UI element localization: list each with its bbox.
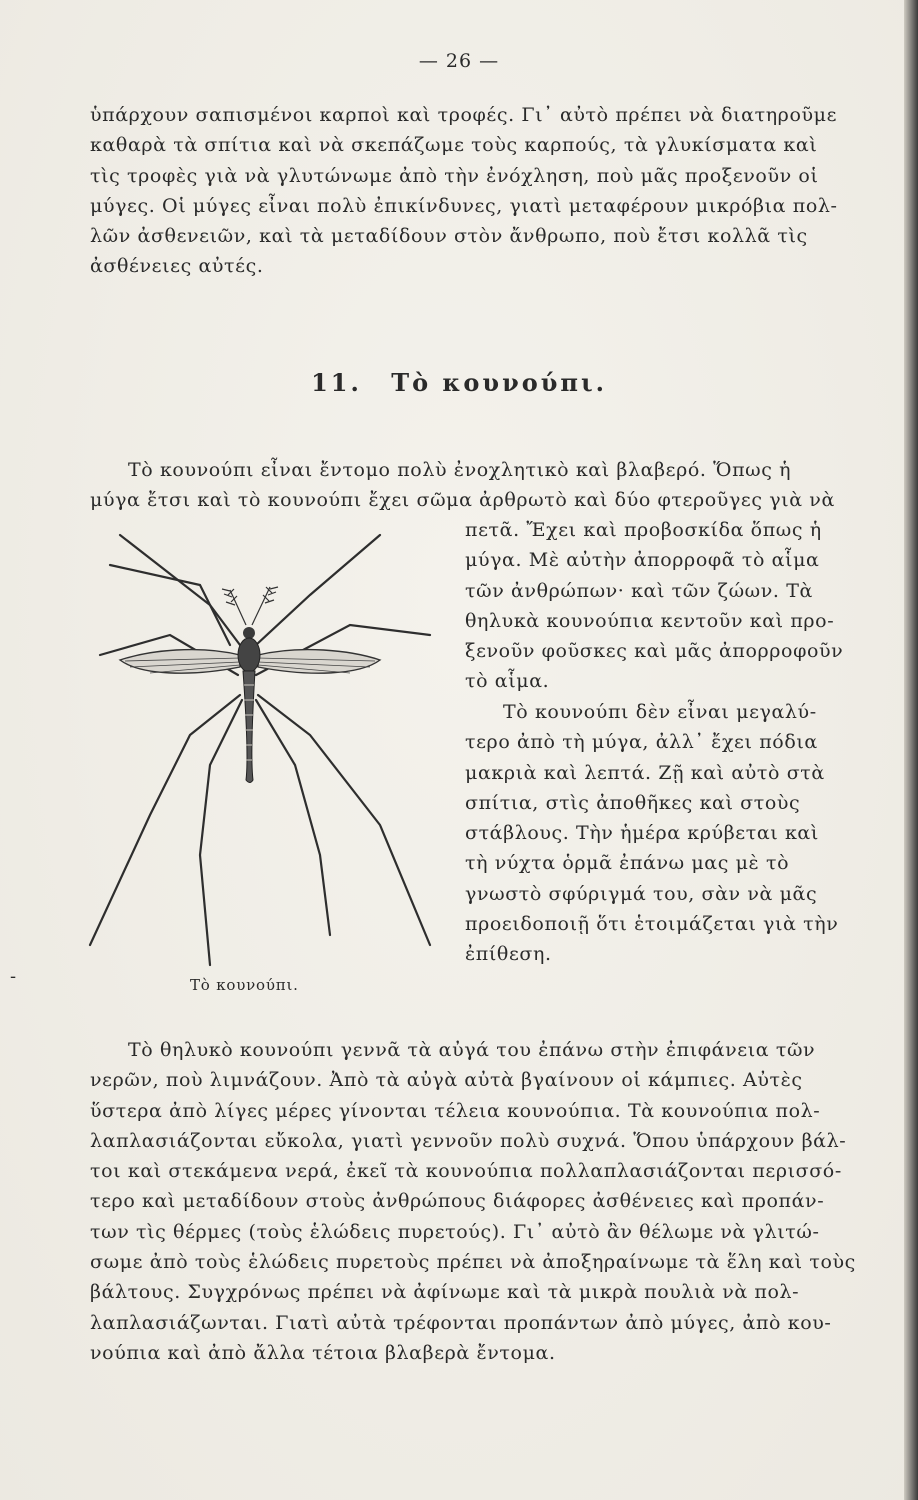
text-line: πετᾶ. Ἔχει καὶ προβοσκίδα ὅπως ἡ xyxy=(465,519,822,541)
text-line: λῶν ἀσθενειῶν, καὶ τὰ μεταδίδουν στὸν ἄνθρωπο, ποὺ ἔτσι κολλᾶ τὶς xyxy=(90,225,808,248)
text-line: Τὸ κουνούπι εἶναι ἔντομο πολὺ ἐνοχλητικὸ καὶ βλαβερό. Ὅπως ἡ xyxy=(128,459,792,481)
text-line: θηλυκὰ κουνούπια κεντοῦν καὶ προ- xyxy=(465,609,835,632)
text-line: σπίτια, στὶς ἀποθῆκες καὶ στοὺς xyxy=(465,791,801,814)
text-line: καθαρὰ τὰ σπίτια καὶ νὰ σκεπάζωμε τοὺς καρπούς, τὰ γλυκίσματα καὶ xyxy=(90,134,818,157)
margin-mark: - xyxy=(10,966,17,987)
text-line: βάλτους. Συγχρόνως πρέπει νὰ ἀφίνωμε καὶ τὰ μικρὰ πουλιὰ νὰ πολ- xyxy=(90,1281,800,1304)
page-binding-edge xyxy=(904,0,918,1500)
text-line: μύγες. Οἱ μύγες εἶναι πολὺ ἐπικίνδυνες, γιατὶ μεταφέρουν μικρόβια πολ- xyxy=(90,194,838,217)
text-line: προειδοποιῇ ὅτι ἑτοιμάζεται γιὰ τὴν xyxy=(465,913,839,936)
text-line: τὶς τροφὲς γιὰ νὰ γλυτώνωμε ἀπὸ τὴν ἐνόχληση, ποὺ μᾶς προξενοῦν οἱ xyxy=(90,164,819,187)
section-heading xyxy=(0,368,918,397)
text-line: λαπλασιάζωνται. Γιατὶ αὐτὰ τρέφονται προπάντων ἀπὸ μύγες, ἀπὸ κου- xyxy=(90,1311,832,1334)
text-line: μύγα ἔτσι καὶ τὸ κουνούπι ἔχει σῶμα ἀρθρωτὸ καὶ δύο φτεροῦγες γιὰ νὰ xyxy=(90,489,835,512)
text-line: τερο ἀπὸ τὴ μύγα, ἀλλ᾽ ἔχει πόδια xyxy=(465,731,818,754)
text-line: νερῶν, ποὺ λιμνάζουν. Ἀπὸ τὰ αὐγὰ αὐτὰ βγαίνουν οἱ κάμπιες. Αὐτὲς xyxy=(90,1069,803,1092)
text-line: Τὸ θηλυκὸ κουνούπι γεννᾶ τὰ αὐγά του ἐπάνω στὴν ἐπιφάνεια τῶν xyxy=(128,1039,816,1061)
mosquito-icon xyxy=(80,525,440,975)
figure-caption: Τὸ κουνούπι. xyxy=(190,976,299,994)
text-line: στάβλους. Τὴν ἡμέρα κρύβεται καὶ xyxy=(465,822,819,845)
text-line: σωμε ἀπὸ τοὺς ἑλώδεις πυρετοὺς πρέπει νὰ ἀποξηραίνωμε τὰ ἕλη καὶ τοὺς xyxy=(90,1251,856,1274)
paragraph-two-side xyxy=(465,697,872,970)
text-line: τὴ νύχτα ὁρμᾶ ἐπάνω μας μὲ τὸ xyxy=(465,852,790,875)
text-line: τοι καὶ στεκάμενα νερά, ἐκεῖ τὰ κουνούπια πολλαπλασιάζονται περισσό- xyxy=(90,1160,842,1183)
text-line: τὸ αἷμα. xyxy=(465,670,550,693)
text-line: των τὶς θέρμες (τοὺς ἑλώδεις πυρετούς). Γι᾽ αὐτὸ ἂν θέλωμε νὰ γλιτώ- xyxy=(90,1220,820,1243)
text-line: τερο καὶ μεταδίδουν στοὺς ἀνθρώπους διάφορες ἀσθένειες καὶ προπάν- xyxy=(90,1190,825,1213)
paragraph-three xyxy=(90,1035,872,1368)
text-line: ὑπάρχουν σαπισμένοι καρποὶ καὶ τροφές. Γι᾽ αὐτὸ πρέπει νὰ διατηροῦμε xyxy=(90,104,838,126)
text-line: μακριὰ καὶ λεπτά. Ζῇ καὶ αὐτὸ στὰ xyxy=(465,761,825,784)
text-line: τῶν ἀνθρώπων· καὶ τῶν ζώων. Τὰ xyxy=(465,579,813,602)
paragraph-one-top xyxy=(90,455,872,516)
text-line: ξενοῦν φοῦσκες καὶ μᾶς ἀπορροφοῦν xyxy=(465,640,844,663)
paragraph-intro xyxy=(90,100,872,282)
section-number: 11. xyxy=(311,368,362,397)
text-line: νούπια καὶ ἀπὸ ἄλλα τέτοια βλαβερὰ ἔντομα. xyxy=(90,1341,556,1364)
text-line: ἐπίθεση. xyxy=(465,943,552,966)
text-line: ὕστερα ἀπὸ λίγες μέρες γίνονται τέλεια κουνούπια. Τὰ κουνούπια πολ- xyxy=(90,1099,821,1122)
text-line: ἀσθένειες αὐτές. xyxy=(90,255,264,278)
page-number: — 26 — xyxy=(418,50,500,72)
section-title: Τὸ κουνούπι. xyxy=(391,368,607,397)
text-line: λαπλασιάζονται εὔκολα, γιατὶ γεννοῦν πολὺ συχνά. Ὅπου ὑπάρχουν βάλ- xyxy=(90,1129,847,1152)
paragraph-one-side xyxy=(465,515,872,697)
mosquito-illustration xyxy=(80,525,440,975)
text-line: Τὸ κουνούπι δὲν εἶναι μεγαλύ- xyxy=(503,701,817,723)
text-line: μύγα. Μὲ αὐτὴν ἀπορροφᾶ τὸ αἷμα xyxy=(465,549,820,572)
text-line: γνωστὸ σφύριγμά του, σὰν νὰ μᾶς xyxy=(465,882,818,905)
